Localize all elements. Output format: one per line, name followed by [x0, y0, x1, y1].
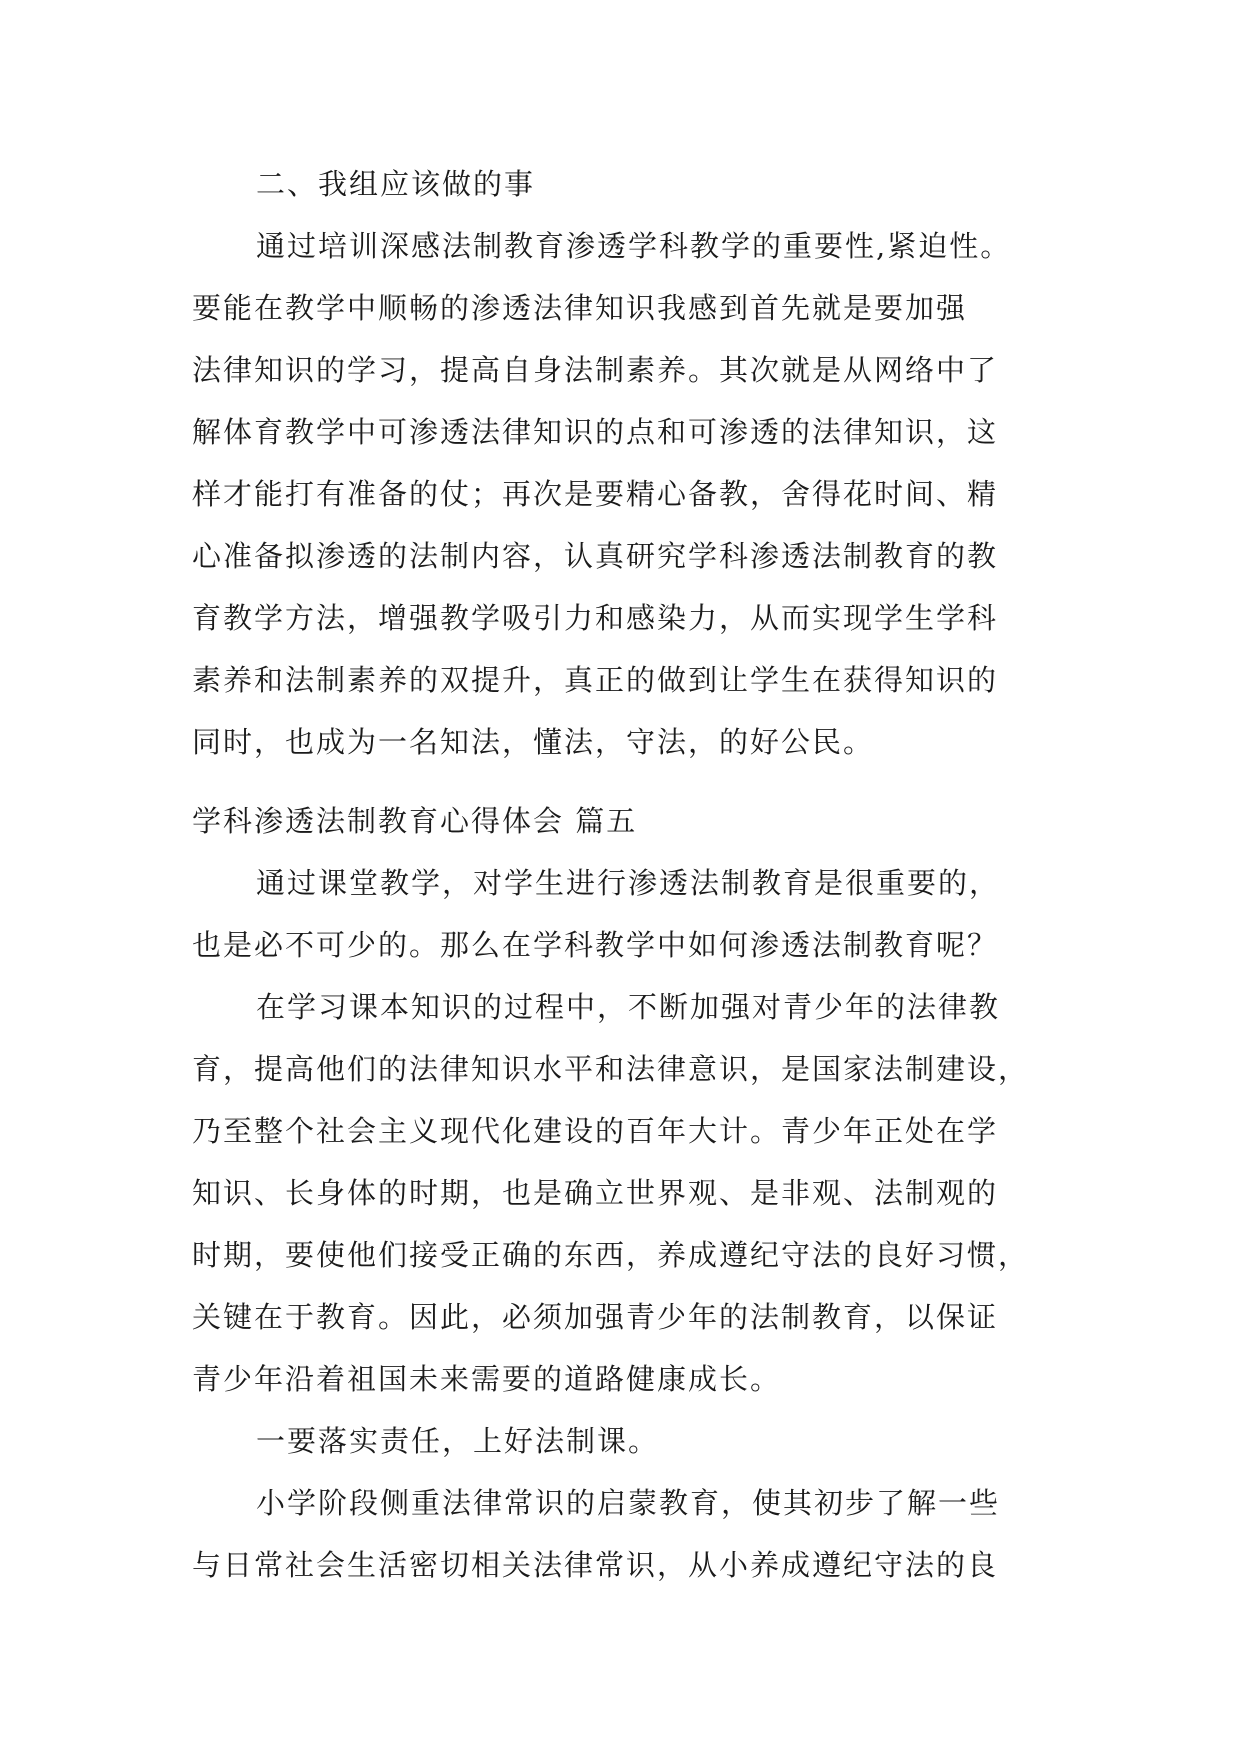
paragraph-line: 通过课堂教学，对学生进行渗透法制教育是很重要的，	[256, 866, 1001, 900]
paragraph-line: 心准备拟渗透的法制内容，认真研究学科渗透法制教育的教	[192, 539, 999, 573]
paragraph-line: 同时，也成为一名知法，懂法，守法，的好公民。	[192, 725, 875, 759]
paragraph-line: 小学阶段侧重法律常识的启蒙教育，使其初步了解一些	[256, 1486, 1001, 1520]
article-title: 学科渗透法制教育心得体会 篇五	[192, 804, 638, 838]
paragraph-line: 要能在教学中顺畅的渗透法律知识我感到首先就是要加强	[192, 291, 968, 325]
paragraph-line: 时期，要使他们接受正确的东西，养成遵纪守法的良好习惯，	[192, 1238, 1030, 1272]
paragraph-line: 样才能打有准备的仗；再次是要精心备教，舍得花时间、精	[192, 477, 999, 511]
paragraph-line: 素养和法制素养的双提升，真正的做到让学生在获得知识的	[192, 663, 999, 697]
paragraph-line: 与日常社会生活密切相关法律常识，从小养成遵纪守法的良	[192, 1548, 999, 1582]
paragraph-line: 解体育教学中可渗透法律知识的点和可渗透的法律知识，这	[192, 415, 999, 449]
paragraph-line: 青少年沿着祖国未来需要的道路健康成长。	[192, 1362, 782, 1396]
paragraph-line: 乃至整个社会主义现代化建设的百年大计。青少年正处在学	[192, 1114, 999, 1148]
paragraph-line: 关键在于教育。因此，必须加强青少年的法制教育，以保证	[192, 1300, 999, 1334]
paragraph-line: 通过培训深感法制教育渗透学科教学的重要性,紧迫性。	[256, 229, 1012, 263]
paragraph-line: 也是必不可少的。那么在学科教学中如何渗透法制教育呢？	[192, 928, 999, 962]
paragraph-line: 育，提高他们的法律知识水平和法律意识，是国家法制建设，	[192, 1052, 1030, 1086]
paragraph-line: 知识、长身体的时期，也是确立世界观、是非观、法制观的	[192, 1176, 999, 1210]
paragraph-line: 法律知识的学习，提高自身法制素养。其次就是从网络中了	[192, 353, 999, 387]
paragraph-line: 一要落实责任，上好法制课。	[256, 1424, 660, 1458]
paragraph-line: 在学习课本知识的过程中，不断加强对青少年的法律教	[256, 990, 1001, 1024]
section-heading: 二、我组应该做的事	[256, 167, 536, 201]
paragraph-line: 育教学方法，增强教学吸引力和感染力，从而实现学生学科	[192, 601, 999, 635]
